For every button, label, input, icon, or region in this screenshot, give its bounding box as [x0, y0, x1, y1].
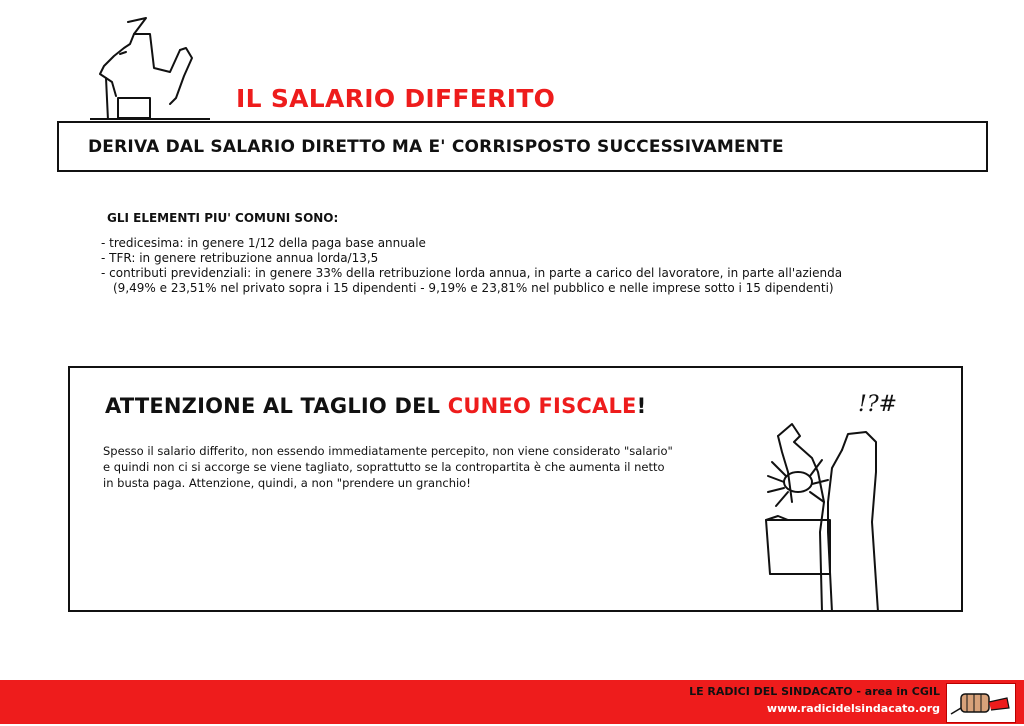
- footer-website-link[interactable]: www.radicidelsindacato.org: [766, 702, 940, 715]
- elements-heading: GLI ELEMENTI PIU' COMUNI SONO:: [107, 211, 339, 225]
- paragraph-line: e quindi non ci si accorge se viene tagliato, soprattutto se la contropartita è che aumenta il netto: [103, 460, 665, 474]
- definition-text: DERIVA DAL SALARIO DIRETTO MA E' CORRISPOSTO SUCCESSIVAMENTE: [88, 137, 784, 157]
- list-item: - contributi previdenziali: in genere 33% della retribuzione lorda annua, in parte a carico del lavoratore, in parte all'azienda: [101, 266, 843, 280]
- elements-list: [101, 236, 842, 296]
- warning-paragraph: [103, 443, 713, 491]
- stick-figure-illustration: [90, 12, 210, 120]
- warning-heading: [105, 394, 646, 418]
- list-item: - TFR: in genere retribuzione annua lorda/13,5: [101, 251, 379, 265]
- paragraph-line: in busta paga. Attenzione, quindi, a non "prendere un granchio!: [103, 476, 471, 490]
- exclamation-symbols: !?#: [858, 392, 898, 417]
- paragraph-line: Spesso il salario differito, non essendo immediatamente percepito, non viene considerato "salario": [103, 444, 673, 458]
- crab-illustration: [748, 412, 908, 612]
- fist-logo-icon: [946, 683, 1016, 723]
- page-title: IL SALARIO DIFFERITO: [236, 84, 556, 113]
- list-item: - tredicesima: in genere 1/12 della paga base annuale: [101, 236, 426, 250]
- warning-heading-accent: CUNEO FISCALE: [447, 394, 637, 418]
- list-item: (9,49% e 23,51% nel privato sopra i 15 dipendenti - 9,19% e 23,81% nel pubblico e nelle imprese sotto i 15 dipendenti): [113, 281, 834, 295]
- warning-heading-end: !: [636, 394, 647, 418]
- footer-org-name: LE RADICI DEL SINDACATO - area in CGIL: [689, 685, 940, 698]
- warning-heading-text: ATTENZIONE AL TAGLIO DEL: [105, 394, 448, 418]
